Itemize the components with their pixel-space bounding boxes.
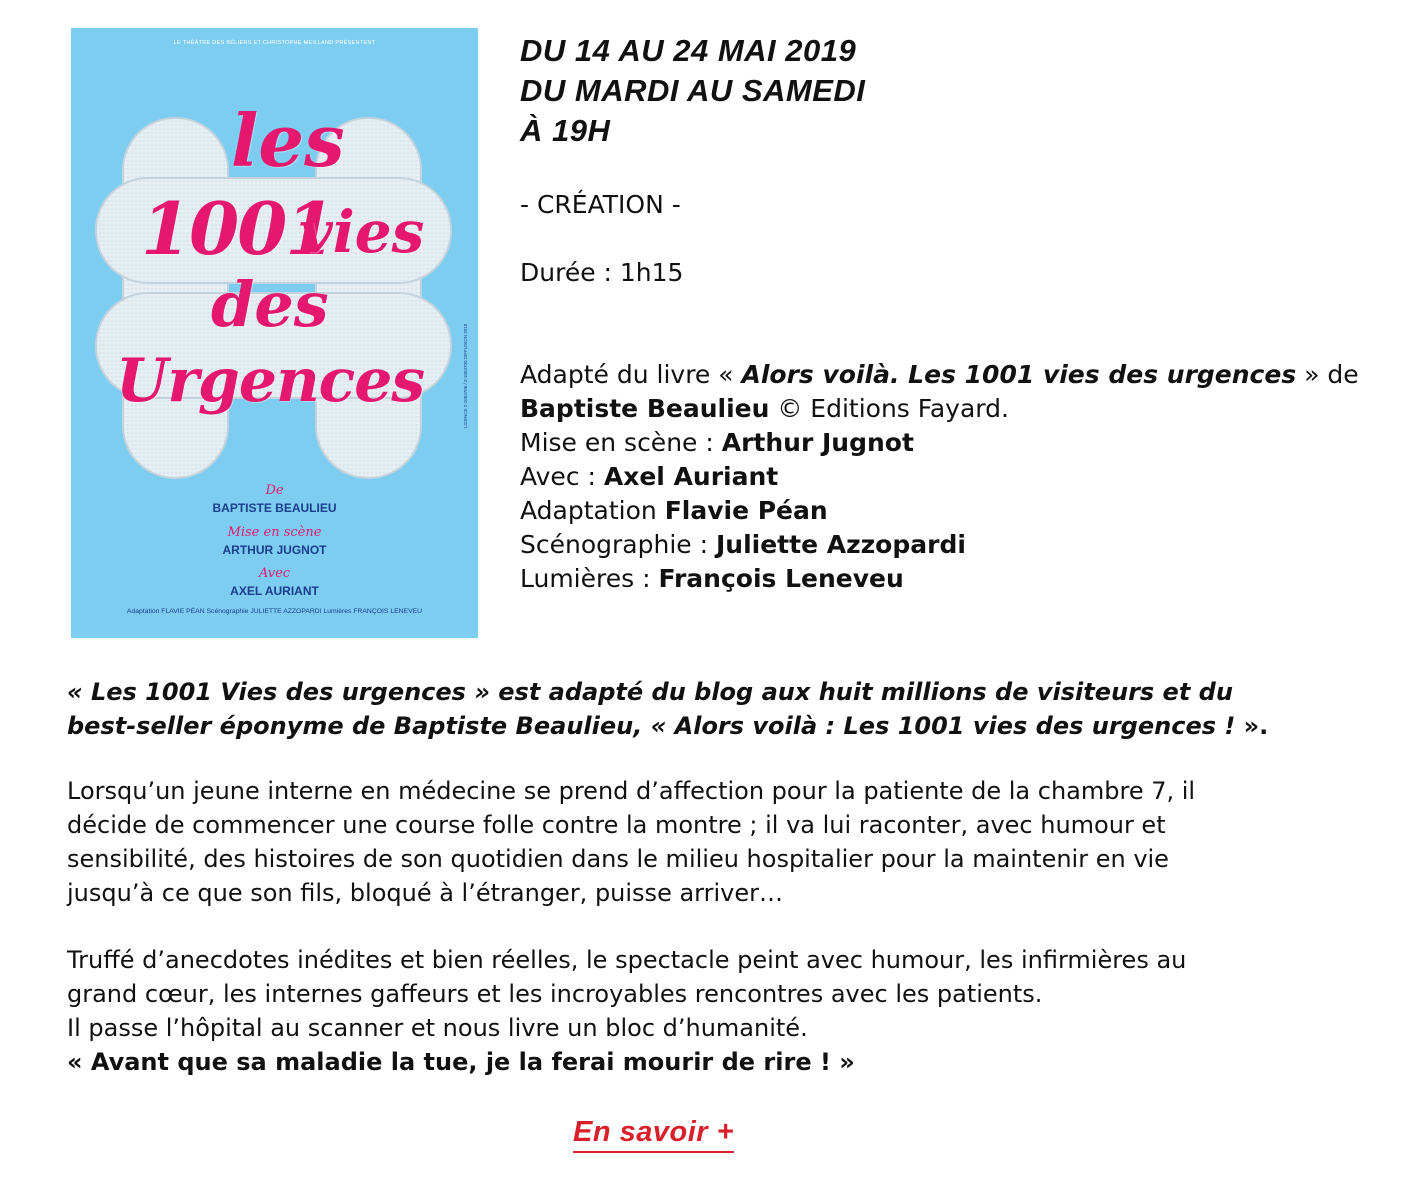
credits-block	[520, 358, 1380, 596]
poster-presenter-line: LE THÉÂTRE DES BÉLIERS ET CHRISTOPHE MEILLAND PRÉSENTENT	[173, 40, 376, 46]
credit-adaptation-source	[520, 358, 1380, 392]
poster-title-des: des	[211, 268, 329, 341]
director-name: Arthur Jugnot	[721, 428, 914, 457]
show-dates	[520, 31, 865, 151]
creation-label: - CRÉATION -	[520, 190, 681, 219]
date-range: DU 14 AU 24 MAI 2019	[520, 33, 857, 68]
poster-role-author: De	[265, 483, 284, 498]
intro-line-2-end: ».	[1243, 712, 1269, 740]
credit-cast-line	[520, 460, 1380, 494]
cast-name: Axel Auriant	[603, 462, 779, 491]
adapt-suffix: » de	[1296, 360, 1359, 389]
quote-line	[67, 1045, 1367, 1079]
synopsis-line: jusqu’à ce que son fils, bloqué à l’étranger, puisse arriver…	[67, 879, 783, 907]
poster-license-text: LICENCE 2-1053706 / 3-1053700 DIFFUSION 2019	[463, 323, 468, 428]
credit-scenography-line	[520, 528, 1380, 562]
book-author: Baptiste Beaulieu	[520, 394, 770, 423]
adaptation-label: Adaptation	[520, 496, 665, 525]
synopsis-line: décide de commencer une course folle contre la montre ; il va lui raconter, avec humour et	[67, 811, 1166, 839]
poster-title-les: les	[231, 98, 345, 183]
intro-line-2	[67, 709, 1367, 743]
book-title: Alors voilà. Les 1001 vies des urgences	[741, 360, 1297, 389]
adapt-prefix: Adapté du livre «	[520, 360, 742, 389]
intro-line-1: « Les 1001 Vies des urgences » est adapté du blog aux huit millions de visiteurs et du	[67, 678, 1233, 706]
poster-role-director: Mise en scène	[227, 525, 322, 540]
show-poster	[71, 28, 478, 638]
director-label: Mise en scène :	[520, 428, 722, 457]
credit-director-line	[520, 426, 1380, 460]
credit-adaptation-line	[520, 494, 1380, 528]
description-paragraph	[67, 943, 1367, 1079]
description-line: Truffé d’anecdotes inédites et bien réelles, le spectacle peint avec humour, les infirmières au	[67, 946, 1187, 974]
poster-role-cast: Avec	[258, 566, 291, 581]
poster-cast: AXEL AURIANT	[230, 584, 319, 598]
description-line: grand cœur, les internes gaffeurs et les incroyables rencontres avec les patients.	[67, 980, 1043, 1008]
poster-director: ARTHUR JUGNOT	[222, 543, 327, 557]
credit-author-line	[520, 392, 1380, 426]
synopsis-line: sensibilité, des histoires de son quotidien dans le milieu hospitalier pour la maintenir en vie	[67, 845, 1169, 873]
intro-paragraph	[67, 675, 1367, 743]
weekdays: DU MARDI AU SAMEDI	[520, 73, 866, 108]
lighting-name: François Leneveu	[658, 564, 904, 593]
intro-line-2-text: best-seller éponyme de Baptiste Beaulieu, « Alors voilà : Les 1001 vies des urgences !	[67, 712, 1244, 740]
poster-title-urgences: Urgences	[116, 346, 425, 416]
cast-label: Avec :	[520, 462, 604, 491]
scenography-name: Juliette Azzopardi	[715, 530, 966, 559]
description-line: Il passe l’hôpital au scanner et nous livre un bloc d’humanité.	[67, 1014, 808, 1042]
show-time: À 19H	[520, 113, 611, 148]
lighting-label: Lumières :	[520, 564, 659, 593]
poster-author: BAPTISTE BEAULIEU	[212, 501, 337, 515]
poster-title-vies: vies	[299, 198, 425, 266]
synopsis-line: Lorsqu’un jeune interne en médecine se prend d’affection pour la patiente de la chambre 7, il	[67, 777, 1196, 805]
adaptation-name: Flavie Péan	[664, 496, 828, 525]
learn-more-link[interactable]: En savoir +	[573, 1116, 734, 1153]
poster-footer-credits: Adaptation FLAVIE PÉAN Scénographie JULIETTE AZZOPARDI Lumières FRANÇOIS LENEVEU	[126, 608, 423, 615]
poster-title-1001: 1001	[141, 186, 334, 271]
publisher: © Editions Fayard.	[769, 394, 1009, 423]
quote: « Avant que sa maladie la tue, je la ferai mourir de rire ! »	[67, 1048, 855, 1076]
scenography-label: Scénographie :	[520, 530, 716, 559]
credit-lighting-line	[520, 562, 1380, 596]
synopsis-paragraph	[67, 774, 1367, 910]
duration: Durée : 1h15	[520, 258, 684, 287]
